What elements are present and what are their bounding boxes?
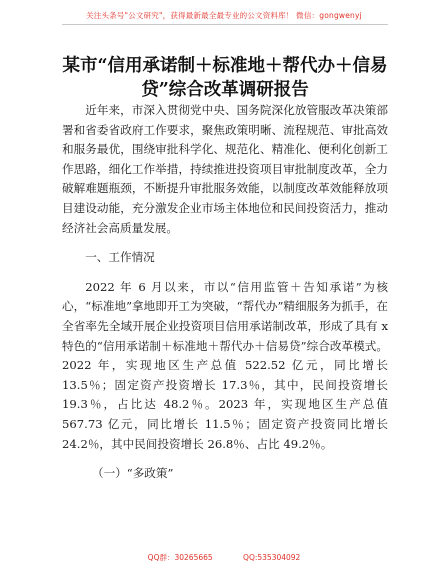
footer-contact	[0, 552, 448, 563]
subsection-heading: （一）“多政策”	[92, 466, 174, 481]
footer-qq-group: QQ群：30265665	[147, 553, 213, 562]
header-note: 关注头条号"公文研究"，获得最新最全最专业的公文资料库！ 微信：gongwenyj	[86, 11, 362, 20]
footer-qq: QQ:535304092	[243, 553, 301, 562]
title-line-1: 某市“信用承诺制＋标准地＋帮代办＋信易	[62, 56, 388, 76]
intro-paragraph: 近年来，市深入贯彻党中央、国务院深化放管服改革决策部署和省委省政府工作要求，聚焦政策明晰、流程规范、审批高效和服务最优，围绕审批科学化、规范化、精准化、便利化创新工作思路，细化工作举措，持续推进投资项目审批制度改革，全力破解难题瓶颈，不断提升审批服务效能，以制度改革效能释放项目建设动能，充分激发企业市场主体地位和民间投资活力，推动经济社会高质量发展。	[62, 103, 388, 235]
document-title	[60, 54, 390, 102]
section-heading: 一、工作情况	[85, 250, 155, 265]
title-line-2: 贷”综合改革调研报告	[141, 80, 309, 100]
header-divider	[62, 24, 388, 25]
situation-paragraph: 2022 年 6 月以来，市以“信用监管＋告知承诺”为核心，“标准地”拿地即开工为突破，“帮代办”精细服务为抓手，在全省率先全域开展企业投资项目信用承诺制改革，形成了具有 x 特色的“信用承诺制＋标准地＋帮代办＋信易贷”综合改革模式。2022 年，实现地区生产总值 522.52 亿元，同比增长 13.5％；固定资产投资增长 17.3％，其中，民间投资增长 19.3％，占比达 48.2％。2023 年，实现地区生产总值 567.73 亿元，同比增长 11.5％；固定资产投资同比增长 24.2％，其中民间投资增长 26.8％、占比 49.2％。	[62, 279, 388, 451]
document-body	[62, 101, 388, 484]
